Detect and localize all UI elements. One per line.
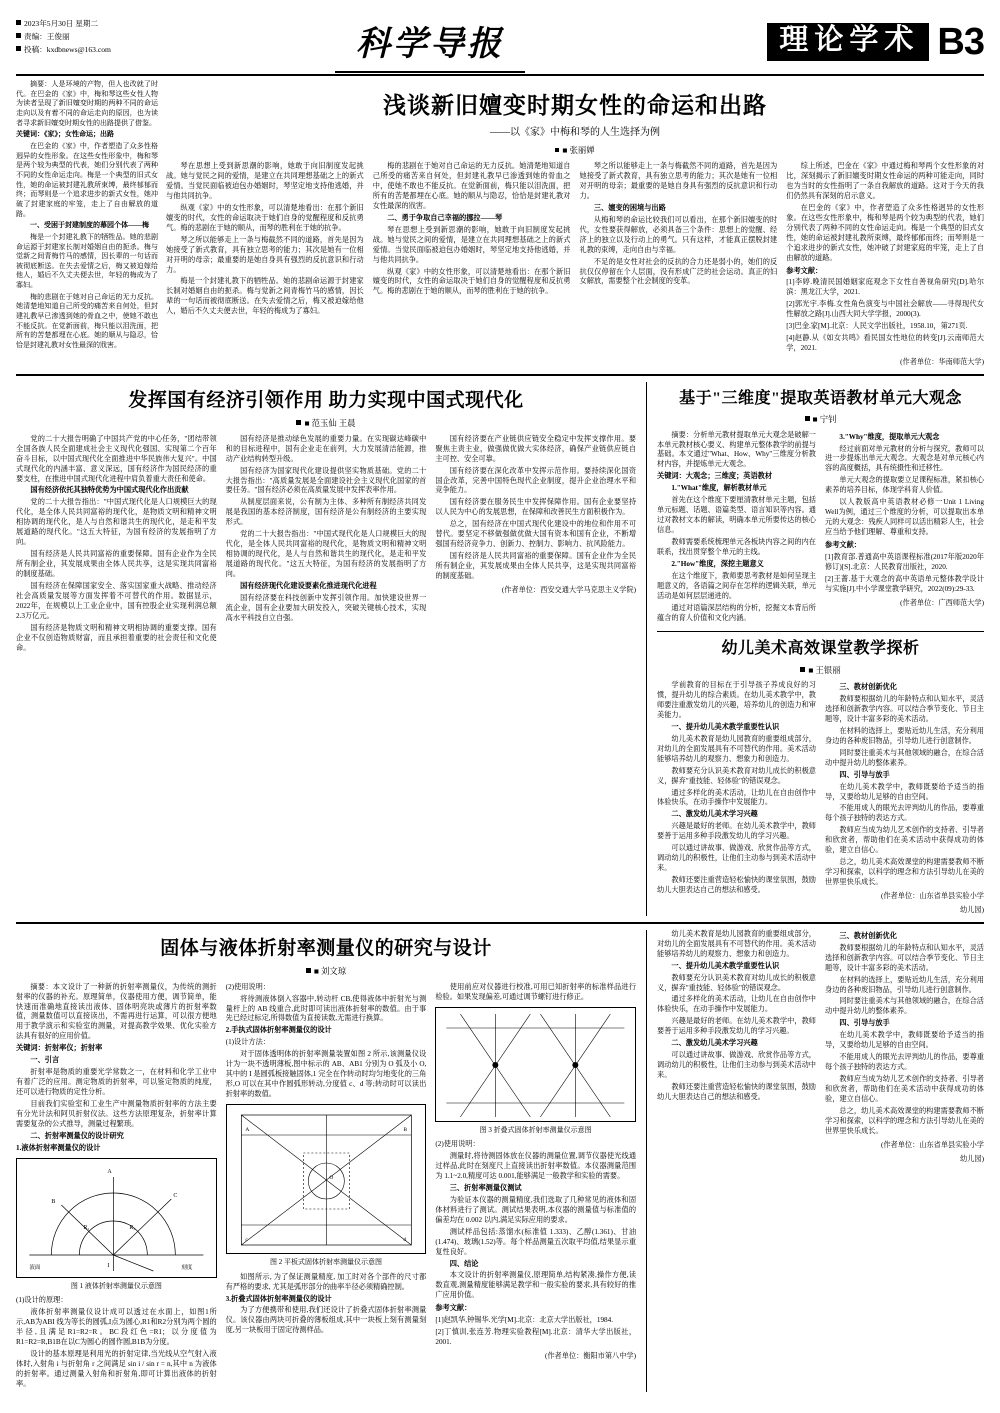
vertical-divider — [646, 382, 647, 916]
figure-2-caption: 图 2 平板式固体折射率测量仪示意图 — [270, 1257, 382, 1266]
svg-text:C: C — [173, 1192, 178, 1199]
article4-c-unit-b: 幼儿园) — [960, 1154, 984, 1163]
bullet-icon — [805, 416, 810, 421]
article4-h4: 四、引导与放手 — [839, 770, 890, 779]
article1-refs-title: 参考文献： — [786, 266, 823, 275]
svg-text:c: c — [245, 1236, 248, 1243]
article5-title: 固体与液体折射率测量仪的研究与设计 — [160, 937, 492, 959]
article4-c-p12: 教师应当成为幼儿艺术创作的支持者、引导者和欣赏者，帮助他们在美术活动中获得成功的体验，建立自信心。 — [825, 1075, 984, 1103]
article3-p5: 经过前面对单元教材的分析与探究，教师可以进一步提炼出单元大观念。大观念是对单元核心内容的高度概括，具有统摄性和迁移性。 — [825, 444, 984, 473]
bullet-icon — [16, 46, 21, 51]
article1-p-f: 琴在思想上受到新思潮的影响，她敢于向旧制度发起挑战。她与觉民之间的爱情，是建立在共同理想基础之上的新式爱情。当觉民面临被迫包办婚姻时，琴坚定地支持他逃婚，并与他共同抗争。 — [372, 225, 571, 264]
article4-h1: 一、提升幼儿美术教学重要性认识 — [671, 722, 780, 731]
svg-text:I: I — [107, 1262, 110, 1269]
article3-h3: 3."Why"维度，提取单元大观念 — [839, 432, 940, 441]
article1-p-d: 梅是一个封建礼教下的牺牲品。她的悲剧命运源于封建家长制对婚姻自由的扼杀。梅与觉新之间青梅竹马的感情，因长辈的一句话而被彻底断送。在失去爱情之后，梅又被迫嫁给他人，婚后不久丈夫便去世，年轻的梅成为了寡妇。 — [166, 277, 364, 316]
article5-references — [435, 1304, 636, 1348]
article4-p13: 总之，幼儿美术高效课堂的构建需要教师不断学习和探索，以科学的理念和方法引导幼儿在美的世界里快乐成长。 — [825, 858, 984, 887]
article5-p2: 目前我们实验室和工业生产中测量物质折射率的方法主要有分光计法和阿贝折射仪法。这些方法原理复杂，折射率计算需要复杂的公式推导，测量过程繁琐。 — [16, 1099, 217, 1128]
article1-author — [166, 145, 984, 157]
page-number: B3 — [937, 21, 984, 63]
svg-text:A: A — [245, 1126, 249, 1133]
article2-author-names: ■ 范玉仙 王晨 — [304, 419, 356, 429]
article4-title: 幼儿美术高效课堂教学探析 — [721, 640, 920, 658]
article5-h4: 四、结论 — [449, 1259, 479, 1268]
article4-p1: 幼儿美术教育是幼儿园教育的重要组成部分，对幼儿的全面发展具有不可替代的作用。美术活动能够培养幼儿的观察力、想象力和创造力。 — [657, 734, 816, 763]
article1-h1: 一、受困于封建制度的幕园个体——梅 — [30, 221, 149, 230]
article5-col1 — [16, 983, 217, 1392]
article5-p8: (1)设计方法： — [225, 1038, 270, 1047]
article2-p8: 从制度层面来说，公有制为主体、多种所有制经济共同发展是我国的基本经济制度，国有经济是公有制经济的主要实现形式。 — [225, 498, 427, 527]
article4-p12: 教师应当成为幼儿艺术创作的支持者、引导者和欣赏者，帮助他们在美术活动中获得成功的体验，建立自信心。 — [825, 826, 984, 855]
article4-p11: 不能用成人的眼光去评判幼儿的作品，要尊重每个孩子独特的表达方式。 — [825, 804, 984, 823]
article4-continuation — [657, 930, 984, 1392]
figure-1-liquid-refractometer — [16, 1158, 217, 1278]
article5-h1: 一、引言 — [30, 1056, 60, 1065]
article5-h2a: 1.液体折射率测量仪的设计 — [16, 1143, 101, 1152]
article5-p15: 为验证本仪器的测量精度,我们选取了几种常见的液体和固体材料进行了测试。测试结果表明,本仪器的测量值与标准值的偏差均在 0.002 以内,满足实际应用的要求。 — [435, 1195, 637, 1224]
section-badge — [767, 23, 929, 61]
divider-1 — [16, 374, 984, 376]
article3-ref-1: [2]王蔷.基于大观念的高中英语单元整体教学设计与实施[J].中小学课堂教学研究，2022(09):29-33. — [825, 574, 984, 593]
article4-p9: 同时要注重美术与其他领域的融合，在综合活动中提升幼儿的整体素养。 — [825, 748, 984, 767]
article5-abstract: 摘要：本文设计了一种新的折射率测量仪，为传统的测折射率的仪器的补充。原理简单，仪器使用方便，调节简单，能快速而准确地直接读出液体、固体明亮块或薄片的折射率数值，测量数值可以直接读出，不需再进行运算，可以很方便地用于教学演示和实验室的测量，对提高教学效果、优化实验方法具有很好的应用价值。 — [16, 982, 217, 1041]
article2-p10: 国有经济要在产业链供应链安全稳定中发挥支撑作用。要聚焦主责主业，做强做优做大实体经济，确保产业链供应链自主可控、安全可靠。 — [435, 434, 637, 463]
article1-col5 — [786, 162, 984, 368]
bullet-icon — [555, 148, 559, 152]
article1-ref-0: [1]李婷.晚清民国婚姻家庭观念下女性自善视角研究[D].哈尔滨：黑龙江大学，2021. — [786, 278, 984, 297]
article4-p7: 教师要根据幼儿的年龄特点和认知水平，灵活选择和创新教学内容。可以结合季节变化、节日主题等，设计丰富多彩的美术活动。 — [825, 695, 984, 723]
article1-body-col — [166, 80, 984, 368]
article3-p1: 首先在这个维度下要厘清教材单元主题，包括单元标题、话题、语篇类型、语言知识等内容。通过对教材文本的解读，明确本单元所要传达的核心信息。 — [657, 496, 816, 535]
bullet-icon — [306, 968, 311, 973]
article4-p0: 学前教育的目标在于引导孩子养成良好的习惯，提升幼儿的综合素质。在幼儿美术教学中，教师要注重激发幼儿的兴趣，培养幼儿的创造力和审美能力。 — [657, 681, 816, 719]
article4-c-p13: 总之，幼儿美术高效课堂的构建需要教师不断学习和探索，以科学的理念和方法引导幼儿在美的世界里快乐成长。 — [825, 1106, 984, 1135]
article5-keywords: 关键词：折射率仪；折射率 — [16, 1044, 103, 1053]
article5-author-name: ■ 刘文琼 — [313, 967, 347, 977]
article4-col1 — [657, 681, 816, 916]
bullet-icon — [800, 667, 805, 672]
article5-p10: 如图所示, 为了保证测量精度, 加工时对各个部件的尺寸都有严格的要求, 尤其是弧形部分的曲率半径必须精确控制。 — [225, 1272, 427, 1291]
article3-col2 — [825, 431, 984, 626]
article4-c-p6: 教师还要注重营造轻松愉快的课堂氛围，鼓励幼儿大胆表达自己的想法和感受。 — [657, 1082, 816, 1101]
article4-unit-a: (作者单位：山东省单县实验小学 — [880, 891, 984, 900]
section-badge-group — [694, 14, 984, 68]
article5-h3: 三、折射率测量仪测试 — [449, 1183, 522, 1192]
masthead-logo — [166, 14, 694, 73]
article3-abstract: 摘要：分析单元教材提取单元大观念是破解一本单元教材核心要义、构建单元整体教学的前提与基础。本文通过"What、How、Why"三维度分析教材内容，并提炼单元大观念。 — [657, 430, 816, 469]
article4-p6: 教师还要注重营造轻松愉快的课堂氛围，鼓励幼儿大胆表达自己的想法和感受。 — [657, 876, 816, 894]
article4-p10: 在幼儿美术教学中，教师既要给予适当的指导，又要给幼儿足够的自由空间。 — [825, 782, 984, 801]
figure-2-flat-plate-refractometer — [226, 1104, 427, 1254]
article1-p-a: 琴在思想上受到新思潮的影响，她敢于向旧制度发起挑战。她与觉民之间的爱情，是建立在共同理想基础之上的新式爱情。当觉民面临被迫包办婚姻时，琴坚定地支持他逃婚，并与他共同抗争。 — [166, 162, 364, 200]
article5-p12x: 使用前应对仪器进行校准,可用已知折射率的标准样品进行检验。如果发现偏差,可通过调节螺钉进行修正。 — [435, 982, 637, 1001]
article3-title: 基于"三维度"提取英语教材单元大观念 — [679, 389, 962, 407]
article1-p-c: 琴之所以能够走上一条与梅截然不同的道路，首先是因为她接受了新式教育，具有独立思考的能力；其次是她有一位相对开明的母亲；最重要的是她自身具有强烈的反抗意识和行动力。 — [166, 235, 364, 274]
article5-h2: 二、折射率测量仪的设计研究 — [30, 1131, 124, 1140]
article1-ref-3: [4]赵静.从《如女共鸣》看民国女性地位的转变[J].云南师范大学，2021. — [786, 334, 984, 353]
logo-underline — [335, 71, 525, 73]
article2-p3b: 国有经济是人民共同富裕的重要保障。国有企业作为全民所有制企业，其发展成果由全体人民共享，这是实现共同富裕的制度基础。 — [435, 552, 637, 580]
bullet-icon — [296, 420, 301, 425]
article5-author — [16, 966, 636, 978]
article2-p3: 国有经济是人民共同富裕的重要保障。国有企业作为全民所有制企业，其发展成果由全体人民共享，这是实现共同富裕的制度基础。 — [16, 550, 217, 578]
article1-unit: (作者单位：华南师范大学) — [900, 358, 984, 366]
article4-author — [657, 665, 984, 677]
article4-c-p1: 幼儿美术教育是幼儿园教育的重要组成部分，对幼儿的全面发展具有不可替代的作用。美术活动能够培养幼儿的观察力、想象力和创造力。 — [657, 929, 816, 958]
article4-c-h1: 一、提升幼儿美术教学重要性认识 — [671, 961, 780, 970]
article1-p-i: 从梅和琴的命运比较我们可以看出，在那个新旧嬗变的时代，女性要获得解放，必须具备三个条件：思想上的觉醒、经济上的独立以及行动上的勇气。只有这样，才能真正摆脱封建礼教的束缚，走向自由与幸福。 — [579, 215, 778, 254]
article1-p-j: 不足的是女性对社会的反抗的合力还是弱小的，她们的反抗仅仅停留在个人层面，没有形成广泛的社会运动。真正的妇女解放，需要整个社会制度的变革。 — [579, 257, 778, 286]
article1-h2: 二、勇于争取自己幸福的挪拉——琴 — [387, 213, 503, 222]
article4-p3: 通过多样化的美术活动，让幼儿在自由创作中体验快乐，在动手操作中发展能力。 — [657, 788, 816, 807]
article1-title: 浅谈新旧嬗变时期女性的命运和出路 — [383, 93, 767, 118]
vertical-divider-2 — [646, 930, 647, 1392]
svg-text:B: B — [403, 1126, 407, 1133]
article1-abstract-col — [16, 80, 166, 368]
article1-p-g: 纵观《家》中的女性形象，可以清楚地看出：在那个新旧嬗变的时代，女性的命运取决于她们自身的觉醒程度和反抗勇气。梅的悲剧在于她的顺从，而琴的胜利在于她的抗争。 — [372, 267, 571, 296]
article1-p-e: 梅的悲剧在于她对自己命运的无力反抗。她清楚地知道自己所受的痛苦来自何处，但封建礼教早已渗透到她的骨血之中，使她不敢也不能反抗。在觉新面前，梅只能以泪洗面，把所有的苦楚都埋在心底。她的顺从与隐忍，恰恰是封建礼教对女性最深的戕害。 — [372, 162, 571, 210]
article2-p4: 国有经济在保障国家安全、落实国家重大战略、推动经济社会高质量发展等方面发挥着不可替代的作用。数据显示，2022年，在规模以上工业企业中，国有控股企业实现利润总额2.3万亿元。 — [16, 581, 217, 620]
figure-3-folding-refractometer — [435, 1007, 636, 1122]
article4-p2: 教师要充分认识美术教育对幼儿成长的积极意义，摒弃"重技能、轻体验"的错误观念。 — [657, 766, 816, 785]
article1-p-b: 纵观《家》中的女性形象，可以清楚地看出：在那个新旧嬗变的时代，女性的命运取决于她们自身的觉醒程度和反抗勇气。梅的悲剧在于她的顺从，而琴的胜利在于她的抗争。 — [166, 203, 364, 232]
figure-2-svg — [227, 1105, 426, 1255]
article2-p2: 党的二十大报告指出："中国式现代化是人口规模巨大的现代化，是全体人民共同富裕的现代化，是物质文明和精神文明相协调的现代化，是人与自然和谐共生的现代化，是走和平发展道路的现代化。"这五大特征，为国有经济的发展指明了方向。 — [16, 498, 217, 547]
article4-c-h2: 二、激发幼儿美术学习兴趣 — [671, 1039, 758, 1048]
article3-refs-title: 参考文献： — [825, 540, 861, 549]
article1-col2 — [166, 162, 364, 368]
article5-col2 — [226, 983, 427, 1392]
article4-c-p8: 在材料的选择上，要贴近幼儿生活，充分利用身边的各种废旧物品，引导幼儿进行创意制作。 — [825, 975, 984, 994]
article5-p3label: (1)设计的原理： — [16, 1296, 68, 1305]
divider-2 — [657, 631, 984, 632]
article4-c-p10: 在幼儿美术教学中，教师既要给予适当的指导，又要给幼儿足够的自由空间。 — [825, 1031, 984, 1050]
article4-author-name: ■ 王银丽 — [808, 665, 841, 675]
article-english-unit — [657, 388, 984, 626]
article2-p13: 总之，国有经济在中国式现代化建设中的地位和作用不可替代。要坚定不移做强做优做大国有资本和国有企业，不断增强国有经济竞争力、创新力、控制力、影响力、抗风险能力。 — [435, 520, 637, 549]
article4-col2 — [825, 681, 984, 916]
article4-p4: 兴趣是最好的老师。在幼儿美术教学中，教师要善于运用多种手段激发幼儿的学习兴趣。 — [657, 822, 816, 841]
article4-c-unit-a: (作者单位：山东省单县实验小学 — [880, 1140, 984, 1149]
right-column-band — [657, 382, 984, 916]
article5-p16: 测试样品包括:蒸馏水(标准值 1.333)、乙醇(1.361)、甘油(1.474)、玻璃(1.52)等。每个样品测量五次取平均值,结果显示重复性良好。 — [435, 1227, 637, 1256]
article4-c-p9: 同时要注重美术与其他领域的融合，在综合活动中提升幼儿的整体素养。 — [825, 997, 984, 1016]
article2-p5: 国有经济是物质文明和精神文明相协调的重要支撑。国有企业不仅创造物质财富，而且承担着重要的社会责任和文化使命。 — [16, 623, 217, 652]
svg-text:R₁: R₁ — [83, 1224, 90, 1231]
article5-ref-1: [2]丁慎训,张连芳.物理实验教程[M].北京：清华大学出版社，2001. — [435, 1328, 637, 1347]
article1-subtitle: ——以《家》中梅和琴的人生选择为例 — [490, 126, 660, 138]
svg-text:d: d — [403, 1236, 406, 1243]
article4-c-p2: 教师要充分认识美术教育对幼儿成长的积极意义，摒弃"重技能、轻体验"的错误观念。 — [657, 973, 816, 992]
publication-date: 2023年5月30日 星期二 — [24, 19, 99, 28]
article2-col1 — [16, 435, 217, 656]
article2-col2 — [226, 435, 427, 656]
article3-p7: 以人教版高中英语教材必修一Unit 1 Living Well为例，通过三个维度的分析，可以提取出本单元的大观念：残疾人同样可以活出精彩人生，社会应当给予他们理解、尊重和支持。 — [825, 498, 984, 537]
article3-p2: 教师需要系统梳理单元各板块内容之间的内在联系，找出贯穿整个单元的主线。 — [657, 537, 816, 556]
article2-title: 发挥国有经济引领作用 助力实现中国式现代化 — [128, 389, 524, 411]
article3-references — [825, 541, 984, 595]
article1-p-h: 琴之所以能够走上一条与梅截然不同的道路，首先是因为她接受了新式教育，具有独立思考的能力；其次是她有一位相对开明的母亲；最重要的是她自身具有强烈的反抗意识和行动力。 — [579, 162, 778, 200]
figure-1-caption: 图 1 液体折射率测量仪示意图 — [70, 1281, 162, 1290]
article1-p-k: 综上所述，巴金在《家》中通过梅和琴两个女性形象的对比，深刻揭示了新旧嬗变时期女性命运的两种可能走向，同时也为当时的女性指明了一条自我解放的道路。这对于今天的我们仍然具有深刻的启示意义。 — [786, 162, 984, 200]
article5-p13: 测量时,将待测固体放在仪器的测量位置,调节仪器使光线通过样品,此时在刻度尺上直接读出折射率数值。本仪器测量范围为 1.1~2.0,精度可达 0.001,能够满足一般教学和实验的需要。 — [435, 1152, 637, 1180]
article1-p2: 梅是一个封建礼教下的牺牲品。她的悲剧命运源于封建家长制对婚姻自由的扼杀。梅与觉新之间青梅竹马的感情，因长辈的一句话而被彻底断送。在失去爱情之后，梅又被迫嫁给他人，婚后不久丈夫便去世，年轻的梅成为了寡妇。 — [16, 232, 158, 290]
article5-refs-title: 参考文献： — [435, 1304, 472, 1313]
article4-cont-col2 — [825, 930, 984, 1165]
divider-3 — [16, 922, 984, 924]
article4-c-p3: 通过多样化的美术活动，让幼儿在自由创作中体验快乐，在动手操作中发展能力。 — [657, 995, 816, 1014]
svg-text:O: O — [329, 1174, 333, 1181]
article5-h2b: 2.手执式固体折射率测量仪的设计 — [225, 1026, 332, 1035]
article4-cont-col1 — [657, 930, 816, 1165]
article4-c-p11: 不能用成人的眼光去评判幼儿的作品，要尊重每个孩子独特的表达方式。 — [825, 1053, 984, 1072]
article5-p11: 为了方便携带和使用,我们还设计了折叠式固体折射率测量仪。该仪器由两块可折叠的薄板组成,其中一块板上刻有测量刻度,另一块板用于固定待测样品。 — [225, 1306, 427, 1335]
article1-p-l: 在巴金的《家》中，作者塑造了众多性格迥异的女性形象。在这些女性形象中，梅和琴是两个较为典型的代表，她们分别代表了两种不同的女性命运走向。梅是一个典型的旧式女性，她的命运被封建礼教所束缚，最终郁郁而终；而琴则是一个追求进步的新式女性，她冲破了封建家庭的牢笼，走上了自由解放的道路。 — [786, 203, 984, 262]
article2-p6: 国有经济是推动绿色发展的重要力量。在实现碳达峰碳中和的目标进程中，国有企业走在前列，大力发展清洁能源，推动产业结构转型升级。 — [225, 434, 427, 463]
article4-c-p4: 兴趣是最好的老师。在幼儿美术教学中，教师要善于运用多种手段激发幼儿的学习兴趣。 — [657, 1017, 816, 1036]
article2-p9: 国有经济要在科技创新中发挥引领作用。加快建设世界一流企业，国有企业要加大研发投入，突破关键核心技术，实现高水平科技自立自强。 — [225, 593, 427, 622]
article1-p1: 在巴金的《家》中，作者塑造了众多性格迥异的女性形象。在这些女性形象中，梅和琴是两个较为典型的代表，她们分别代表了两种不同的女性命运走向。梅是一个典型的旧式女性，她的命运被封建礼教所束缚，最终郁郁而终；而琴则是一个追求进步的新式女性，她冲破了封建家庭的牢笼，走上了自由解放的道路。 — [16, 141, 158, 218]
article4-c-p5: 可以通过讲故事、做游戏、欣赏作品等方式，调动幼儿的积极性，让他们主动参与到美术活动中来。 — [657, 1051, 816, 1080]
article5-h2c: 3.折叠式固体折射率测量仪的设计 — [225, 1294, 332, 1303]
article5-p4: 液体折射率测量仪设计成可以透过在水面上，如图1所示,AB为ABI 线为等长的圆弧,I点为圆心,R1和R2分别为两个圆的半径,且满足R1=R2=R。BC段红色=R1；以分度值为R1=R2=R,B1B在以C为圆心的圆作圆,B1B为分度。 — [16, 1308, 217, 1347]
editor-label: 责编：王俊丽 — [24, 31, 70, 41]
svg-text:R₂: R₂ — [129, 1224, 136, 1231]
bullet-icon — [16, 20, 21, 25]
article2-p11: 国有经济要在深化改革中发挥示范作用。要持续深化国资国企改革，完善中国特色现代企业制度，提升企业治理水平和竞争能力。 — [435, 466, 637, 495]
article2-col3 — [435, 435, 636, 656]
article3-p4: 通过对语篇深层结构的分析，挖掘文本背后所蕴含的育人价值和文化内涵。 — [657, 603, 816, 622]
article5-p12: (2)使用说明： — [435, 1140, 480, 1149]
article1-abstract: 摘要：人是环境的产物，但人也改就了时代。在巴金的《家》中，梅和琴这些女性人物为读者呈现了新旧嬗变时期的两种不同的命运走向以及有着不同的命运走向的原因，也为读者寻求新旧嬗变时期女性的出路提供了借鉴。 — [16, 80, 158, 127]
article1-author-name: ■ 张丽婵 — [562, 145, 595, 155]
article3-col1 — [657, 431, 816, 626]
paper-name: 科学导报 — [356, 26, 504, 63]
middle-band — [16, 382, 984, 916]
article4-h2: 二、激发幼儿美术学习兴趣 — [671, 810, 758, 819]
submission-email: 投稿：kxdbnews@163.com — [24, 44, 111, 54]
article4-c-p7: 教师要根据幼儿的年龄特点和认知水平，灵活选择和创新教学内容。可以结合季节变化、节日主题等，设计丰富多彩的美术活动。 — [825, 943, 984, 972]
article1-h3: 三、嬗变的困境与出路 — [593, 203, 666, 212]
article2-p2b: 党的二十大报告指出："中国式现代化是人口规模巨大的现代化，是全体人民共同富裕的现代化，是物质文明和精神文明相协调的现代化，是人与自然和谐共生的现代化，是走和平发展道路的现代化。"这五大特征，为国有经济的发展指明了方向。 — [225, 530, 427, 578]
article2-unit: (作者单位：西安交通大学马克思主义学院) — [501, 585, 637, 594]
article5-unit: (作者单位：衡阳市第八中学) — [544, 1352, 637, 1360]
article4-unit-b: 幼儿园) — [960, 905, 984, 914]
article3-unit: (作者单位：广西师范大学) — [900, 598, 984, 607]
article4-c-h4: 四、引导与放手 — [839, 1019, 890, 1028]
article4-p8: 在材料的选择上，要贴近幼儿生活，充分利用身边的各种废旧物品，引导幼儿进行创意制作。 — [825, 726, 984, 745]
article3-p3: 在这个维度下，教师要思考教材是如何呈现主题意义的，各语篇之间存在怎样的逻辑关联，单元活动是如何层层递进的。 — [657, 571, 816, 600]
article-women-fate — [16, 76, 984, 368]
badge-text-c: 术 — [884, 24, 920, 57]
article-refractometer — [16, 930, 636, 1392]
article3-h1: 1."What"维度，解析教材单元 — [671, 484, 767, 493]
article2-h1: 国有经济依托其独特优势为中国式现代化作出贡献 — [30, 486, 189, 495]
article1-ref-1: [2]郭光宇.李梅.女性角色演变与中国社会解放——寻得现代女性解放之路[J].山西大同大学学报，2000(3). — [786, 300, 984, 319]
figure-3-svg — [436, 1008, 635, 1123]
article5-p7: 将待测液体倒入容器中,转动杆 CB,使得液体中折射光与测量杆上的 AB 线重合,此时即可读出液体折射率的数值。由于事先已经过标定,所得数值为直接读数,无需进行换算。 — [225, 994, 427, 1023]
article5-p17: 本文设计的折射率测量仪,原理简单,结构紧凑,操作方便,读数直观,测量精度能够满足教学和一般实验的要求,具有较好的推广应用价值。 — [435, 1271, 637, 1300]
article1-ref-2: [3]巴金.家[M].北京：人民文学出版社，1958.10，第271页. — [786, 322, 968, 331]
article2-p7: 国有经济为国家现代化建设提供坚实物质基础。党的二十大报告指出："高质量发展是全面建设社会主义现代化国家的首要任务。"国有经济必须在高质量发展中发挥表率作用。 — [225, 466, 427, 495]
article2-authors — [16, 418, 636, 430]
article1-p3: 梅的悲剧在于她对自己命运的无力反抗。她清楚地知道自己所受的痛苦来自何处，但封建礼教早已渗透到她的骨血之中，使她不敢也不能反抗。在觉新面前，梅只能以泪洗面，把所有的苦楚都埋在心底。她的顺从与隐忍，恰恰是封建礼教对女性最深的戕害。 — [16, 292, 158, 350]
bottom-band — [16, 930, 984, 1392]
article5-ref-0: [1]赵凯华,钟锡华.光学[M].北京：北京大学出版社，1984. — [435, 1316, 614, 1325]
article3-author-name: ■ 宁钊 — [812, 415, 837, 425]
article4-p5: 可以通过讲故事、做游戏、欣赏作品等方式，调动幼儿的积极性，让他们主动参与到美术活动中来。 — [657, 844, 816, 873]
article4-h3: 三、教材创新优化 — [839, 683, 897, 692]
article1-references — [786, 267, 984, 355]
article2-h2: 国有经济现代化建设要素化推进现代化进程 — [240, 581, 377, 590]
masthead-info — [16, 14, 166, 57]
article1-col4 — [580, 162, 778, 368]
article-kids-art — [657, 638, 984, 915]
svg-text:A: A — [107, 1168, 112, 1175]
article5-p6: (2)使用说明： — [225, 982, 270, 991]
badge-text-a: 理论 — [779, 24, 850, 57]
article5-col3 — [435, 983, 636, 1392]
masthead — [16, 14, 984, 76]
svg-text:B: B — [51, 1198, 56, 1205]
article5-p9: 对于固体透明体的折射率测量装置如图 2 所示,该测量仪设计为一块不透明薄板,图中标示的 AB、AB1 分别为 O 弧及小 O,其中的 I 是圆弧板接触固体,1 完全在作转动时均匀地变化的三角形,O 可以在其中作圆弧形转动,分度值 c、d 等;转动时可以读出折射率的数值。 — [225, 1050, 427, 1099]
figure-3-caption: 图 3 折叠式固体折射率测量仪示意图 — [479, 1125, 592, 1134]
article2-p1: 党的二十大报告明确了中国共产党的中心任务，"团结带领全国各族人民全面建成社会主义现代化强国、实现第二个百年奋斗目标，以中国式现代化全面推进中华民族伟大复兴"。中国式现代化的内涵丰富、意义深远，国有经济作为国民经济的重要支柱，在推进中国式现代化进程中肩负着重大责任和使命。 — [16, 434, 217, 483]
article-state-economy — [16, 382, 636, 916]
article3-author — [657, 414, 984, 426]
article5-p5: 设计的基本原理是利用光的折射定律,当光线从空气射入液体时,入射角 i 与折射角 r 之间满足 sin i / sin r = n,其中 n 为液体的折射率。通过测量入射角和折射角,即可计算出液体的折射率。 — [16, 1350, 217, 1388]
article5-p1: 折射率是物质的重要光学常数之一，在材料和化学工业中有着广泛的应用。测定物质的折射率，可以鉴定物质的纯度，还可以进行物质的定性分析。 — [16, 1068, 217, 1097]
article3-h2: 2."How"维度，深挖主题意义 — [671, 559, 764, 568]
article4-c-h3: 三、教材创新优化 — [839, 931, 897, 940]
article3-keywords: 关键词：大观念；三维度；英语教材 — [657, 472, 773, 481]
article1-keywords: 关键词：《家》；女性命运；出路 — [16, 130, 114, 139]
article1-col3 — [373, 162, 571, 368]
figure-1-svg — [17, 1159, 216, 1279]
svg-text:刻度: 刻度 — [181, 1264, 193, 1271]
article3-p6: 单元大观念的提取要立足课程标准，紧扣核心素养的培养目标，体现学科育人价值。 — [825, 476, 984, 495]
badge-text-b: 学 — [849, 24, 885, 57]
bullet-icon — [16, 33, 21, 38]
article3-ref-0: [1]教育部.普通高中英语课程标准(2017年版2020年修订)[S].北京：人民教育出版社，2020. — [825, 552, 984, 571]
svg-text:液面: 液面 — [29, 1264, 41, 1271]
article2-p12: 国有经济要在服务民生中发挥保障作用。国有企业要坚持以人民为中心的发展思想，在保障和改善民生方面积极作为。 — [435, 498, 637, 517]
